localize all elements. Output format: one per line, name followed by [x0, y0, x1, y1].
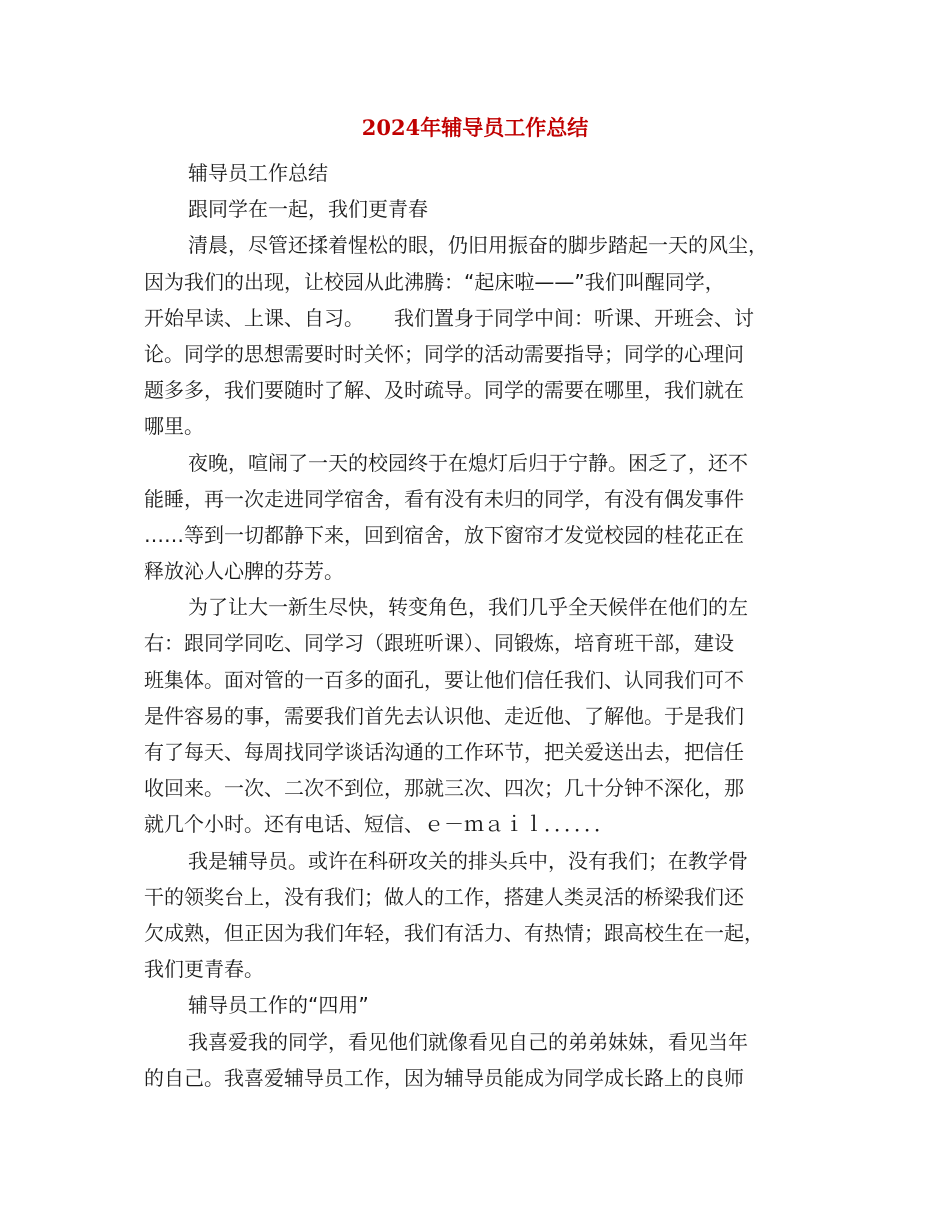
text-line: 我喜爱我的同学，看见他们就像看见自己的弟弟妹妹，看见当年	[188, 1029, 748, 1054]
text-line: 我们更青春。	[144, 957, 264, 982]
document-title: 2024年辅导员工作总结	[361, 115, 589, 140]
text-line: 释放沁人心脾的芬芳。	[144, 559, 344, 584]
text-line: 哪里。	[144, 414, 204, 439]
text-line: 欠成熟，但正因为我们年轻，我们有活力、有热情；跟高校生在一起，	[144, 920, 764, 945]
text-line: 就几个小时。还有电话、短信、ｅ－ｍａｉｌ．．．．．．	[144, 812, 614, 837]
document-body	[144, 155, 808, 1096]
text-line: 是件容易的事，需要我们首先去认识他、走近他、了解他。于是我们	[144, 703, 744, 728]
text-line: 清晨，尽管还揉着惺松的眼，仍旧用振奋的脚步踏起一天的风尘，	[188, 233, 768, 258]
text-line: 我是辅导员。或许在科研攻关的排头兵中，没有我们；在教学骨	[188, 848, 748, 873]
text-line: 能睡，再一次走进同学宿舍，看有没有未归的同学，有没有偶发事件	[144, 486, 744, 511]
text-line: 题多多，我们要随时了解、及时疏导。同学的需要在哪里，我们就在	[144, 378, 744, 403]
text-line: 干的领奖台上，没有我们；做人的工作，搭建人类灵活的桥梁我们还	[144, 884, 744, 909]
text-line: 收回来。一次、二次不到位，那就三次、四次；几十分钟不深化，那	[144, 776, 744, 801]
text-line: 辅导员工作的“四用”	[188, 993, 369, 1018]
text-line: 夜晚，喧闹了一天的校园终于在熄灯后归于宁静。困乏了，还不	[188, 450, 748, 475]
text-line: 论。同学的思想需要时时关怀；同学的活动需要指导；同学的心理问	[144, 341, 744, 366]
text-line: ……等到一切都静下来，回到宿舍，放下窗帘才发觉校园的桂花正在	[144, 522, 744, 547]
text-line: 右：跟同学同吃、同学习（跟班听课）、同锻炼，培育班干部，建设	[144, 631, 734, 656]
text-line: 有了每天、每周找同学谈话沟通的工作环节，把关爱送出去，把信任	[144, 740, 744, 764]
text-line: 的自己。我喜爱辅导员工作，因为辅导员能成为同学成长路上的良师	[144, 1065, 744, 1090]
text-line: 为了让大一新生尽快，转变角色，我们几乎全天候伴在他们的左	[188, 595, 748, 620]
text-line: 因为我们的出现，让校园从此沸腾：“起床啦——”我们叫醒同学，	[144, 269, 725, 294]
text-line: 辅导员工作总结	[188, 161, 328, 185]
text-line: 班集体。面对管的一百多的面孔，要让他们信任我们、认同我们可不	[144, 667, 744, 692]
text-line: 跟同学在一起，我们更青春	[188, 197, 428, 222]
text-line: 开始早读、上课、自习。 我们置身于同学中间：听课、开班会、讨	[144, 305, 754, 330]
